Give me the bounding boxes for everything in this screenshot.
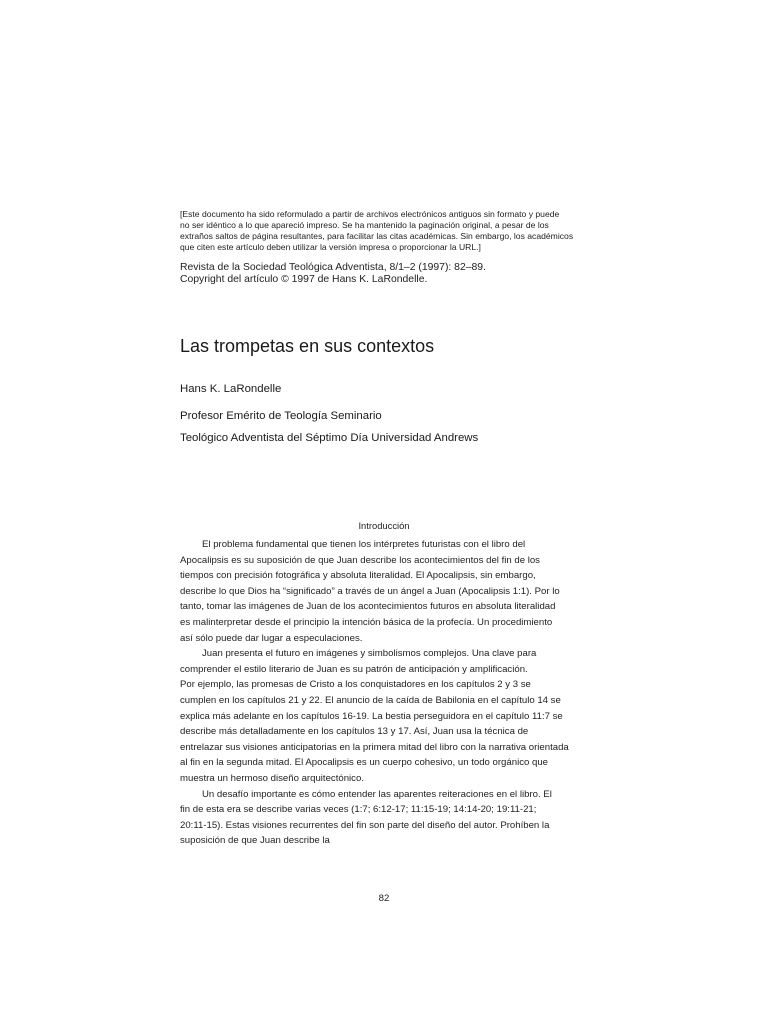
affiliation-line: Profesor Emérito de Teología Seminario bbox=[180, 410, 382, 422]
body-line: Un desafío importante es cómo entender las aparentes reiteraciones en el libro. El bbox=[202, 788, 552, 800]
body-line: fin de esta era se describe varias veces (1:7; 6:12-17; 11:15-19; 14:14-20; 19:11-21; bbox=[180, 804, 537, 816]
affiliation-line: Teológico Adventista del Séptimo Día Universidad Andrews bbox=[180, 432, 479, 444]
body-line: describe más detalladamente en los capítulos 13 y 17. Así, Juan usa la técnica de bbox=[180, 726, 529, 738]
body-line: muestra un hermoso diseño arquitectónico. bbox=[180, 772, 364, 784]
body-line: al fin en la segunda mitad. El Apocalipsis es un cuerpo cohesivo, un todo orgánico que bbox=[180, 757, 549, 769]
body-line: describe lo que Dios ha “significado” a través de un ángel a Juan (Apocalipsis 1:1). Por lo bbox=[180, 585, 560, 597]
body-line: Por ejemplo, las promesas de Cristo a los conquistadores en los capítulos 2 y 3 se bbox=[180, 679, 531, 691]
body-line: tanto, tomar las imágenes de Juan de los acontecimientos futuros en absoluta literalidad bbox=[180, 601, 556, 613]
note-line: no ser idéntico a lo que apareció impreso. Se ha mantenido la paginación original, a pesar de los bbox=[180, 220, 549, 230]
section-heading: Introducción bbox=[358, 520, 410, 531]
body-line: comprender el estilo literario de Juan es su patrón de anticipación y amplificación. bbox=[180, 663, 528, 675]
article-title: Las trompetas en sus contextos bbox=[180, 336, 435, 356]
author-affiliation bbox=[180, 405, 478, 449]
body-line: es malinterpretar desde el principio la intención básica de la profecía. Un procedimiento bbox=[180, 616, 553, 628]
note-line: que citen este artículo deben utilizar la versión impresa o proporcionar la URL.] bbox=[180, 242, 481, 252]
note-line: [Este documento ha sido reformulado a partir de archivos electrónicos antiguos sin formato y puede bbox=[180, 209, 560, 219]
body-line: entrelazar sus visiones anticipatorias en la primera mitad del libro con la narrativa orientada bbox=[180, 741, 569, 753]
body-line: cumplen en los capítulos 21 y 22. El anuncio de la caída de Babilonia en el capítulo 14 se bbox=[180, 694, 561, 706]
body-line: El problema fundamental que tienen los intérpretes futuristas con el libro del bbox=[202, 539, 526, 550]
citation-block bbox=[180, 262, 486, 286]
body-line: explica más adelante en los capítulos 16-19. La bestia perseguidora en el capítulo 11:7 se bbox=[180, 710, 563, 722]
journal-citation: Revista de la Sociedad Teológica Adventista, 8/1–2 (1997): 82–89. bbox=[180, 262, 486, 273]
page-number: 82 bbox=[378, 893, 390, 904]
reformatting-note bbox=[180, 209, 600, 253]
body-line: suposición de que Juan describe la bbox=[180, 835, 330, 847]
body-line: Juan presenta el futuro en imágenes y simbolismos complejos. Una clave para bbox=[202, 648, 537, 660]
note-line: extraños saltos de página resultantes, para facilitar las citas académicas. Sin embargo, los académicos bbox=[180, 231, 574, 241]
body-line: 20:11-15). Estas visiones recurrentes del fin son parte del diseño del autor. Prohíben la bbox=[180, 819, 550, 831]
body-text bbox=[180, 537, 600, 849]
author-name: Hans K. LaRondelle bbox=[180, 383, 282, 395]
body-line: tiempos con precisión fotográfica y absoluta literalidad. El Apocalipsis, sin embargo, bbox=[180, 570, 536, 582]
body-line: Apocalipsis es su suposición de que Juan describe los acontecimientos del fin de los bbox=[180, 554, 540, 566]
copyright-line: Copyright del artículo © 1997 de Hans K. LaRondelle. bbox=[180, 274, 428, 285]
body-line: así sólo puede dar lugar a especulaciones. bbox=[180, 632, 363, 644]
